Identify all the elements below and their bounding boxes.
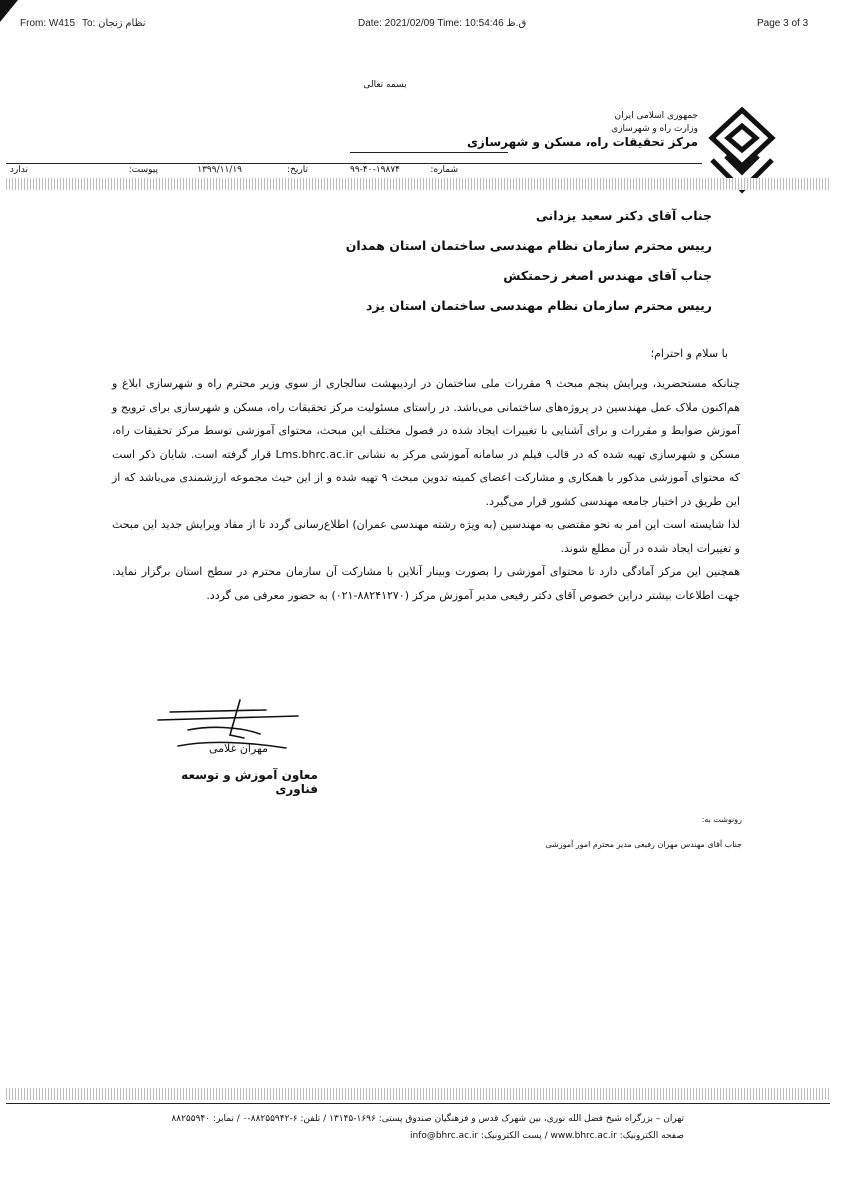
footer-address: تهران – بزرگراه شیخ فضل الله نوری، بین شهرک قدس و فرهنگیان صندوق پستی: ۱۶۹۶-۱۳۱۴۵ / تلفن: ۶-۸۸۲۵۵۹۴۲-۰ / نمابر: ۸۸۲۵۵۹۴۰	[171, 1114, 684, 1124]
footer-hatch-band	[6, 1088, 830, 1100]
recipient-2: جناب آقای مهندس اصغر زحمتکش	[503, 268, 712, 283]
date-value: ۱۳۹۹/۱۱/۱۹	[197, 165, 242, 175]
footer-rule	[6, 1103, 830, 1104]
organization-block	[467, 110, 698, 149]
fax-from: From: W415	[20, 18, 76, 29]
org-underline	[350, 152, 508, 153]
org-country: جمهوری اسلامی ایران	[614, 111, 698, 121]
number-value: ۹۹-۴۰-۱۹۸۷۴	[349, 165, 400, 175]
body-paragraph-3: همچنین این مرکز آمادگی دارد تا محتوای آموزشی را بصورت وبینار آنلاین با مشارکت آن سازمان محترم در سطح استان برگزار نماید. جهت اطلاعات بیشتر دراین خصوص آقای دکتر رفیعی مدیر آموزش مرکز (۸۸۲۴۱۲۷۰-۰۲۱) به حضور معرفی می گردد.	[112, 565, 740, 602]
cc-recipient: جناب آقای مهندس مهران رفیعی مدیر محترم امور آموزشی	[545, 840, 742, 849]
body-paragraph-2: لذا شایسته است این امر به نحو مقتضی به مهندسین (به ویژه رشته مهندسی عمران) اطلاع‌رسانی گردد تا از مفاد ویرایش جدید این مبحث و تغییرات ایجاد شده در آن مطلع شوند.	[112, 518, 740, 555]
signer-title: معاون آموزش و توسعه فناوری	[181, 768, 318, 796]
recipient-2-title: رییس محترم سازمان نظام مهندسی ساختمان استان یزد	[366, 298, 712, 313]
attachment-value: ندارد	[9, 165, 28, 175]
attachment-label: پیوست:	[128, 165, 158, 175]
fax-to: To: نظام زنجان	[82, 18, 146, 29]
greeting: با سلام و احترام؛	[650, 347, 728, 360]
fax-datetime: Date: 2021/02/09 Time: 10:54:46 ق.ظ	[358, 18, 527, 29]
meta-rule	[6, 163, 702, 164]
cc-label: رونوشت به:	[701, 815, 742, 824]
recipient-1: جناب آقای دکتر سعید یزدانی	[535, 208, 712, 223]
signer-name: مهران غلامی	[208, 742, 268, 755]
recipient-block	[346, 208, 712, 328]
body-paragraph-1: چنانکه مستحضرید، ویرایش پنجم مبحث ۹ مقررات ملی ساختمان در اردیبهشت سالجاری از سوی وزیر محترم راه و شهرسازی ابلاغ و هم‌اکنون ملاک عمل مهندسین در پروژه‌های ساختمانی می‌باشد. در راستای مسئولیت مرکز تحقیقات راه، مسکن و شهرسازی برای ترویج و آموزش ضوابط و مقررات و برای آشنایی با تغییرات ایجاد شده در فصول مختلف این مبحث، محتوای آموزشی توسط مرکز تحقیقات راه، مسکن و شهرسازی تهیه شده که در قالب فیلم در سامانه آموزشی مرکز به نشانی Lms.bhrc.ac.ir قرار گرفته است. شایان ذکر است که محتوای آموزشی مذکور با همکاری و مشارکت اعضای کمیته تدوین مبحث ۹ تهیه شده و از این حیث مجموعه ارزشمندی می‌باشد که از این طریق در اختیار جامعه مهندسی کشور قرار می‌گیرد.	[112, 377, 741, 508]
date-label: تاریخ:	[287, 165, 308, 175]
header-hatch-band	[6, 178, 830, 190]
recipient-1-title: رییس محترم سازمان نظام مهندسی ساختمان استان همدان	[345, 238, 712, 253]
signature-image	[148, 690, 348, 770]
bismillah: بسمه تعالی	[363, 80, 407, 90]
number-label: شماره:	[430, 165, 458, 175]
footer-web: صفحه الکترونیک: www.bhrc.ac.ir / پست الکترونیک: info@bhrc.ac.ir	[409, 1131, 684, 1141]
fax-page-number: Page 3 of 3	[757, 18, 809, 29]
fax-corner-mark	[0, 0, 18, 22]
org-ministry: وزارت راه و شهرسازی	[611, 124, 698, 134]
letter-body	[112, 372, 740, 607]
org-name: مرکز تحقیقات راه، مسکن و شهرسازی	[466, 135, 698, 149]
